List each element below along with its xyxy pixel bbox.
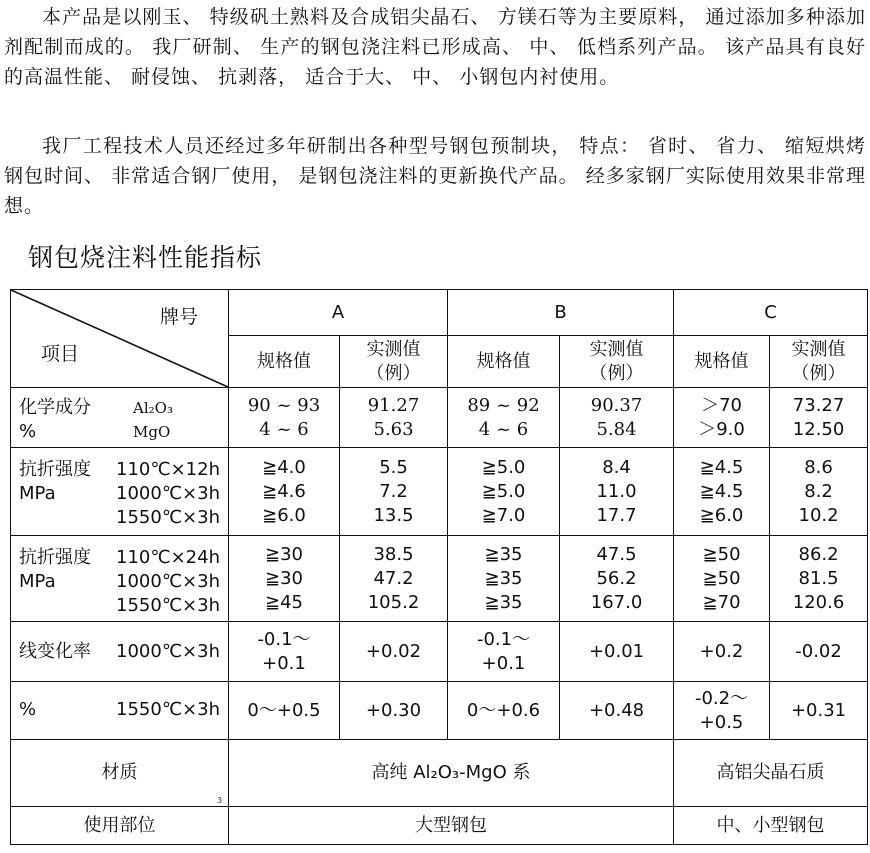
b-spec-header: 规格值 [448, 336, 560, 388]
strength-12h-row [11, 448, 868, 536]
spec-table [10, 289, 868, 845]
strength-24h-row [11, 536, 868, 622]
value: 89 ~ 92 [467, 394, 540, 416]
lin2-c-measured: +0.31 [770, 682, 868, 740]
value: 47.5 [596, 543, 637, 565]
lin1-a-spec [229, 622, 340, 682]
condition: 1000℃×3h [116, 483, 220, 504]
strength-24h-label-cell [11, 536, 229, 622]
value: 4 ~ 6 [259, 418, 309, 440]
material-row [11, 740, 868, 807]
value: -0.1～ [476, 628, 531, 650]
value: 90.37 [590, 394, 643, 416]
linear-change-row-1 [11, 622, 868, 682]
a-measured-header [340, 336, 448, 388]
measured-header-line2: （例） [589, 362, 644, 384]
value: +0.1 [262, 652, 306, 674]
s12-a-measured [340, 448, 448, 536]
value: 91.27 [367, 394, 420, 416]
value: ≧70 [702, 591, 741, 613]
lin2-a-measured: +0.30 [340, 682, 448, 740]
value: ≧50 [702, 543, 741, 565]
s12-b-spec [448, 448, 560, 536]
value: +0.1 [481, 652, 526, 674]
condition: 110℃×12h [116, 459, 220, 480]
value: ≧35 [484, 567, 523, 589]
chemical-label: 化学成分 [19, 397, 91, 418]
linear-change-row-2 [11, 682, 868, 740]
s24-a-spec [229, 536, 340, 622]
chem-b-measured [560, 388, 674, 448]
condition: 1000℃×3h [116, 641, 220, 662]
c-measured-header [770, 336, 868, 388]
material-ab: 高纯 Al₂O₃-MgO 系 [229, 740, 674, 807]
condition: 1550℃×3h [116, 507, 220, 528]
linear-change-label-cell-1 [11, 622, 229, 682]
s24-c-measured [770, 536, 868, 622]
table-heading: 钢包烧注料性能指标 [28, 243, 263, 272]
chem-c-measured [770, 388, 868, 448]
lin2-b-spec: 0～+0.6 [448, 682, 560, 740]
value: 8.4 [602, 456, 631, 478]
value: 13.5 [373, 504, 414, 526]
brand-c-header: C [674, 290, 868, 336]
value: 167.0 [590, 591, 643, 613]
value: ≧7.0 [481, 504, 526, 526]
s12-c-measured [770, 448, 868, 536]
corner-brand-label: 牌号 [159, 306, 198, 328]
value: 4 ~ 6 [478, 418, 529, 440]
value: 90 ~ 93 [247, 394, 321, 416]
value: ≧50 [702, 567, 741, 589]
chem-a-measured [340, 388, 448, 448]
lin2-b-measured: +0.48 [560, 682, 674, 740]
s24-b-spec [448, 536, 560, 622]
chem-a-spec [229, 388, 340, 448]
usage-c: 中、小型钢包 [674, 807, 868, 845]
header-row-brands [11, 290, 868, 336]
chem-b-spec [448, 388, 560, 448]
value: 47.2 [373, 567, 414, 589]
corner-header [11, 290, 229, 388]
value: ≧6.0 [699, 504, 744, 526]
value: 73.27 [792, 394, 845, 416]
material-c: 高铝尖晶石质 [674, 740, 868, 807]
material-label: 材质 [11, 740, 229, 807]
value: -0.2～ [694, 687, 749, 709]
strength-label: 抗折强度 [19, 459, 91, 480]
value: 5.5 [379, 456, 408, 478]
value: 7.2 [379, 480, 408, 502]
usage-row [11, 807, 868, 845]
value: 8.6 [804, 456, 833, 478]
condition: 1550℃×3h [116, 699, 220, 720]
a-spec-header: 规格值 [229, 336, 340, 388]
value: ＞9.0 [698, 418, 745, 440]
s12-a-spec [229, 448, 340, 536]
lin2-a-spec: 0～+0.5 [229, 682, 340, 740]
value: 56.2 [596, 567, 637, 589]
value: ≧35 [484, 543, 523, 565]
usage-label: 使用部位 [11, 807, 229, 845]
diagonal-line [11, 290, 228, 387]
corner-item-label: 项目 [41, 343, 80, 365]
usage-ab: 大型钢包 [229, 807, 674, 845]
value: 5.84 [596, 418, 637, 440]
value: ≧6.0 [262, 504, 306, 526]
s12-b-measured [560, 448, 674, 536]
chemical-unit: % [19, 421, 37, 442]
lin1-c-spec: +0.2 [674, 622, 770, 682]
linear-change-label-cell-2 [11, 682, 229, 740]
lin1-b-spec [448, 622, 560, 682]
value: ≧4.0 [262, 456, 306, 478]
value: 86.2 [798, 543, 839, 565]
value: ≧45 [265, 591, 303, 613]
condition: 1550℃×3h [116, 595, 220, 616]
value: 105.2 [367, 591, 420, 613]
value: ≧35 [484, 591, 523, 613]
intro-paragraph-2: 我厂工程技术人员还经过多年研制出各种型号钢包预制块， 特点： 省时、 省力、 缩短烘烤钢包时间、 非常适合钢厂使用， 是钢包浇注料的更新换代产品。 经多家钢厂实际使用效果非常理想。 [4, 135, 866, 217]
component-mgo: MgO [133, 423, 171, 441]
s12-c-spec [674, 448, 770, 536]
value: 5.63 [373, 418, 414, 440]
value: 8.2 [804, 480, 833, 502]
measured-header-line1: 实测值 [366, 338, 421, 360]
intro-paragraph-1: 本产品是以刚玉、 特级矾土熟料及合成铝尖晶石、 方镁石等为主要原料， 通过添加多种添加剂配制而成的。 我厂研制、 生产的钢包浇注料已形成高、 中、 低档系列产品。 该产品具有良好的高温性能、 耐侵蚀、 抗剥落， 适合于大、 中、 小钢包内衬使用。 [4, 6, 866, 88]
lin2-c-spec [674, 682, 770, 740]
measured-header-line2: （例） [791, 362, 846, 384]
c-spec-header: 规格值 [674, 336, 770, 388]
page-mark: 3 [217, 796, 223, 805]
linear-change-label: 线变化率 [19, 641, 91, 662]
s24-a-measured [340, 536, 448, 622]
value: ≧30 [265, 567, 303, 589]
value: 12.50 [792, 418, 845, 440]
value: ≧4.5 [699, 456, 744, 478]
value: ≧5.0 [481, 480, 526, 502]
s24-c-spec [674, 536, 770, 622]
strength-unit: MPa [19, 571, 56, 592]
chemical-row [11, 388, 868, 448]
measured-header-line1: 实测值 [791, 338, 846, 360]
value: 11.0 [596, 480, 637, 502]
brand-a-header: A [229, 290, 448, 336]
component-al2o3: Al₂O₃ [133, 399, 173, 417]
value: ≧30 [265, 543, 303, 565]
chem-c-spec [674, 388, 770, 448]
value: 38.5 [373, 543, 414, 565]
lin1-a-measured: +0.02 [340, 622, 448, 682]
value: 120.6 [792, 591, 845, 613]
strength-12h-label-cell [11, 448, 229, 536]
lin1-b-measured: +0.01 [560, 622, 674, 682]
value: ≧5.0 [481, 456, 526, 478]
lin1-c-measured: -0.02 [770, 622, 868, 682]
value: 81.5 [798, 567, 839, 589]
s24-b-measured [560, 536, 674, 622]
b-measured-header [560, 336, 674, 388]
chemical-label-cell [11, 388, 229, 448]
value: +0.5 [699, 711, 744, 733]
linear-change-unit: % [19, 699, 37, 720]
measured-header-line2: （例） [366, 362, 421, 384]
value: ≧4.6 [262, 480, 306, 502]
value: 17.7 [596, 504, 637, 526]
condition: 110℃×24h [116, 547, 220, 568]
value: 10.2 [798, 504, 839, 526]
strength-unit: MPa [19, 483, 56, 504]
strength-label: 抗折强度 [19, 547, 91, 568]
value: ＞70 [701, 394, 742, 416]
measured-header-line1: 实测值 [589, 338, 644, 360]
value: ≧4.5 [699, 480, 744, 502]
brand-b-header: B [448, 290, 674, 336]
value: -0.1～ [257, 628, 311, 650]
condition: 1000℃×3h [116, 571, 220, 592]
